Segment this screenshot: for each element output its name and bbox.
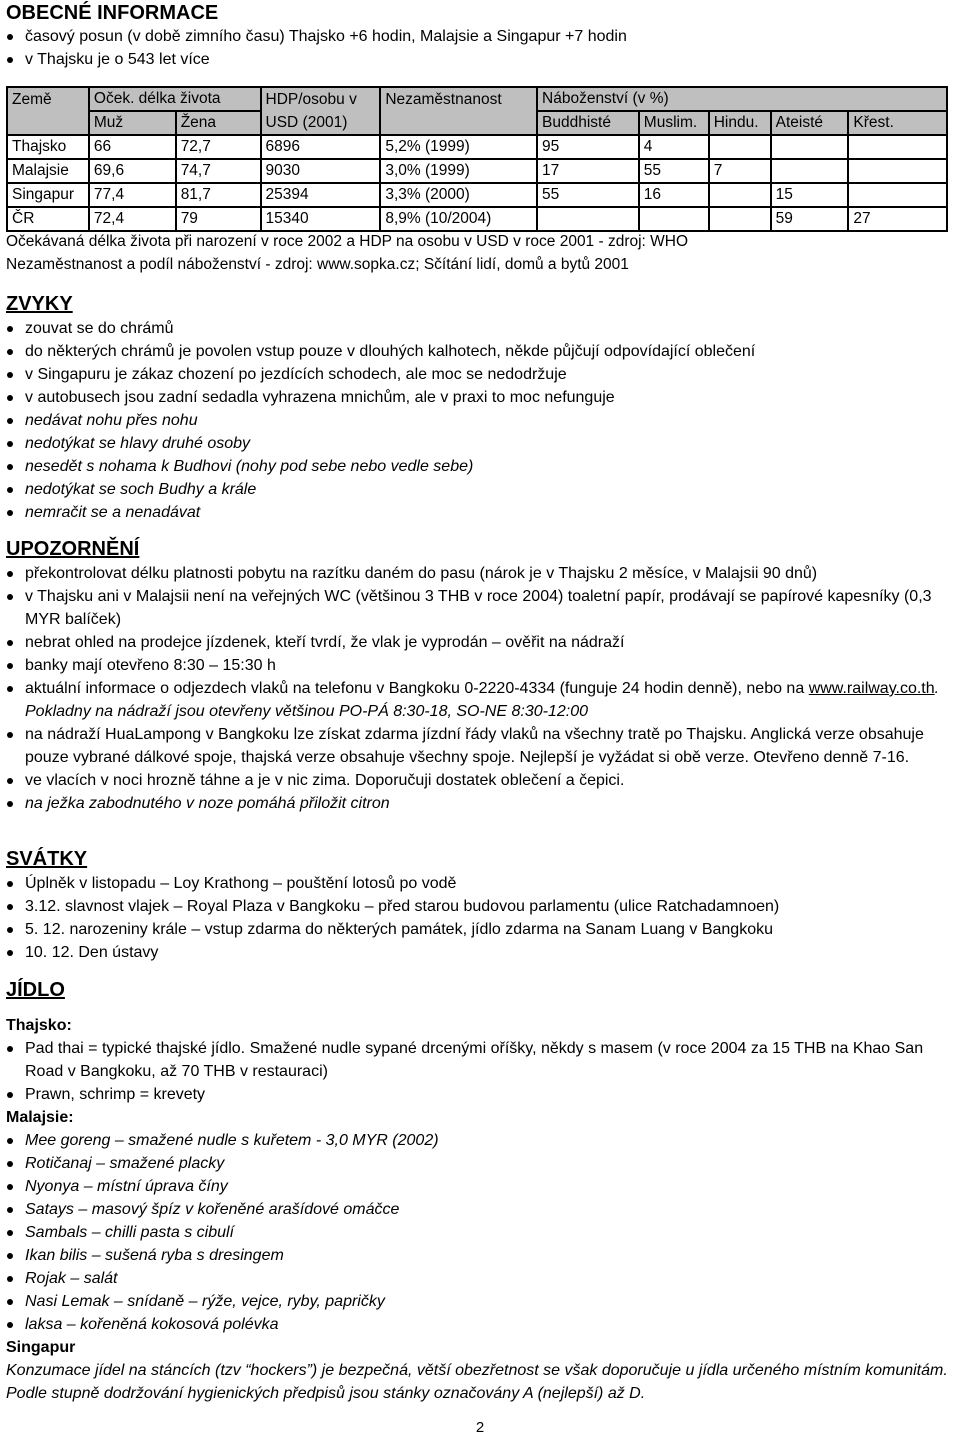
list-item: ve vlacích v noci hrozně táhne a je v nic zima. Doporučuji dostatek oblečení a čepici. [6, 769, 956, 792]
list-item: do některých chrámů je povolen vstup pouze v dlouhých kalhotech, někde půjčují odpovídající oblečení [6, 340, 755, 363]
table-header-cell: Hindu. [709, 111, 771, 135]
table-cell: 17 [537, 159, 639, 183]
table-cell: 55 [537, 183, 639, 207]
warnings-section [6, 537, 956, 815]
table-header-row [7, 87, 947, 111]
table-cell [771, 135, 849, 159]
list-item: v Thajsku ani v Malajsii není na veřejných WC (většinou 3 THB v roce 2004) toaletní papír, prodávají se papírové kapesníky (0,3 MYR balíček) [6, 585, 956, 631]
table-cell: 15 [771, 183, 849, 207]
table-header-cell [7, 111, 89, 135]
table-header-cell: HDP/osobu v [261, 87, 381, 111]
table-cell: 6896 [261, 135, 381, 159]
list-item: Ikan bilis – sušená ryba s dresingem [6, 1244, 956, 1267]
bullet-icon [7, 372, 13, 378]
table-cell: 27 [848, 207, 947, 231]
table-cell: 69,6 [89, 159, 176, 183]
list-item: 3.12. slavnost vlajek – Royal Plaza v Bangkoku – před starou budovou parlamentu (ulice Ratchadamnoen) [6, 895, 956, 918]
list-item: 10. 12. Den ústavy [6, 941, 956, 964]
list-item: překontrolovat délku platnosti pobytu na razítku daném do pasu (nárok je v Thajsku 2 měsíce, v Malajsii 90 dnů) [6, 562, 956, 585]
table-cell: Singapur [7, 183, 89, 207]
table-cell: 3,0% (1999) [380, 159, 537, 183]
general-title: OBECNÉ INFORMACE [6, 2, 219, 24]
bullet-icon [7, 395, 13, 401]
bullet-icon [7, 1207, 13, 1213]
list-item: na ježka zabodnutého v noze pomáhá přiložit citron [6, 792, 956, 815]
list-item: Rojak – salát [6, 1267, 956, 1290]
page-number: 2 [475, 1419, 485, 1436]
bullet-icon [7, 1253, 13, 1259]
bullet-icon [7, 464, 13, 470]
bullet-icon [7, 1322, 13, 1328]
food-thailand-list [6, 1037, 956, 1106]
warnings-title: UPOZORNĚNÍ [6, 538, 140, 560]
table-cell [537, 207, 639, 231]
list-item: Nasi Lemak – snídaně – rýže, vejce, ryby, papričky [6, 1290, 956, 1313]
table-header-cell: Muslim. [639, 111, 709, 135]
table-cell: 95 [537, 135, 639, 159]
list-item: Mee goreng – smažené nudle s kuřetem - 3,0 MYR (2002) [6, 1129, 956, 1152]
table-cell [848, 135, 947, 159]
food-thailand-label: Thajsko: [6, 1017, 72, 1034]
holidays-section [6, 847, 956, 964]
table-header-cell: Žena [176, 111, 261, 135]
list-item: nedávat nohu přes nohu [6, 409, 755, 432]
table-cell: 74,7 [176, 159, 261, 183]
food-title: JÍDLO [6, 979, 65, 1001]
list-item: Prawn, schrimp = krevety [6, 1083, 956, 1106]
list-item: Nyonya – místní úprava číny [6, 1175, 956, 1198]
list-item: na nádraží HuaLampong v Bangkoku lze získat zdarma jízdní řády vlaků na všechny tratě po Thajsku. Anglická verze obsahuje pouze vybrané dálkové spoje, thajská verze obsahuje všechny spoje. Nejlepší je vyžádat si obě verze. Otevřeno denně 7-16. [6, 723, 956, 769]
bullet-icon [7, 801, 13, 807]
table-note: Očekávaná délka života při narození v roce 2002 a HDP na osobu v USD v roce 2001 - zdroj: WHO [6, 233, 689, 250]
table-row [7, 135, 947, 159]
table-cell: 16 [639, 183, 709, 207]
general-section [6, 1, 627, 71]
table-cell: Malajsie [7, 159, 89, 183]
list-item: nedotýkat se hlavy druhé osoby [6, 432, 755, 455]
table-cell: 72,4 [89, 207, 176, 231]
table-cell [639, 207, 709, 231]
list-item: Pad thai = typické thajské jídlo. Smažené nudle sypané drcenými oříšky, někdy s masem (v roce 2004 za 15 THB na Khao San Road v Bangkoku, až 70 THB v restauraci) [6, 1037, 956, 1083]
list-item: laksa – kořeněná kokosová polévka [6, 1313, 956, 1336]
bullet-icon [7, 732, 13, 738]
table-cell: 72,7 [176, 135, 261, 159]
table-cell: 5,2% (1999) [380, 135, 537, 159]
table-cell: 15340 [261, 207, 381, 231]
table-cell [848, 183, 947, 207]
bullet-icon [7, 778, 13, 784]
list-item: v autobusech jsou zadní sedadla vyhrazena mnichům, ale v praxi to moc nefunguje [6, 386, 755, 409]
bullet-icon [7, 1184, 13, 1190]
bullet-icon [7, 1092, 13, 1098]
table-cell: 55 [639, 159, 709, 183]
holidays-title: SVÁTKY [6, 848, 88, 870]
customs-list [6, 317, 755, 524]
bullet-icon [7, 640, 13, 646]
table-cell: 3,3% (2000) [380, 183, 537, 207]
table-cell: ČR [7, 207, 89, 231]
bullet-icon [7, 950, 13, 956]
table-header-cell [380, 111, 537, 135]
bullet-icon [7, 441, 13, 447]
bullet-icon [7, 1299, 13, 1305]
bullet-icon [7, 1161, 13, 1167]
bullet-icon [7, 57, 13, 63]
list-item: nebrat ohled na prodejce jízdenek, kteří tvrdí, že vlak je vyprodán – ověřit na nádraží [6, 631, 956, 654]
table-header-cell: Muž [89, 111, 176, 135]
table-cell: 59 [771, 207, 849, 231]
table-header-cell: Nezaměstnanost [380, 87, 537, 111]
list-item: nesedět s nohama k Budhovi (nohy pod sebe nebo vedle sebe) [6, 455, 755, 478]
bullet-icon [7, 686, 13, 692]
table-row [7, 159, 947, 183]
table-header-cell: Ateisté [771, 111, 849, 135]
list-item: Rotičanaj – smažené placky [6, 1152, 956, 1175]
bullet-icon [7, 927, 13, 933]
food-section [6, 978, 956, 1405]
table-header-cell: Země [7, 87, 89, 111]
list-item: časový posun (v době zimního času) Thajsko +6 hodin, Malajsie a Singapur +7 hodin [6, 25, 627, 48]
bullet-icon [7, 904, 13, 910]
holidays-list [6, 872, 956, 964]
country-stats-table [6, 86, 948, 232]
bullet-icon [7, 1276, 13, 1282]
list-item: banky mají otevřeno 8:30 – 15:30 h [6, 654, 956, 677]
bullet-icon [7, 663, 13, 669]
table-row [7, 207, 947, 231]
bullet-icon [7, 594, 13, 600]
table-cell: 8,9% (10/2004) [380, 207, 537, 231]
table-cell [771, 159, 849, 183]
list-item: Sambals – chilli pasta s cibulí [6, 1221, 956, 1244]
customs-title: ZVYKY [6, 293, 73, 315]
table-cell: 7 [709, 159, 771, 183]
table-header-cell: Křest. [848, 111, 947, 135]
table-cell: 77,4 [89, 183, 176, 207]
list-item: v Thajsku je o 543 let více [6, 48, 627, 71]
bullet-icon [7, 1230, 13, 1236]
list-item: v Singapuru je zákaz chození po jezdících schodech, ale moc se nedodržuje [6, 363, 755, 386]
list-item: zouvat se do chrámů [6, 317, 755, 340]
list-item: 5. 12. narozeniny krále – vstup zdarma do některých památek, jídlo zdarma na Sanam Luang v Bangkoku [6, 918, 956, 941]
bullet-icon [7, 881, 13, 887]
general-list [6, 25, 627, 71]
table-cell [709, 135, 771, 159]
table-header-cell: Oček. délka života [89, 87, 261, 111]
food-singapore-label: Singapur [6, 1339, 76, 1356]
bullet-icon [7, 487, 13, 493]
table-header-cell: USD (2001) [261, 111, 381, 135]
list-item: nemračit se a nenadávat [6, 501, 755, 524]
food-singapore-text: Konzumace jídel na stáncích (tzv “hockers”) je bezpečná, větší obezřetnost se však doporučuje u jídla určeného místním komunitám. Podle stupně dodržování hygienických předpisů jsou stánky označovány A (nejlepší) až D. [6, 1362, 948, 1402]
table-cell: Thajsko [7, 135, 89, 159]
table-cell: 81,7 [176, 183, 261, 207]
food-malaysia-list [6, 1129, 956, 1336]
list-item: aktuální informace o odjezdech vlaků na telefonu v Bangkoku 0-2220-4334 (funguje 24 hodin denně), nebo na www.railway.co.th. Pokladny na nádraží jsou otevřeny většinou PO-PÁ 8:30-18, SO-NE 8:30-12:00 [6, 677, 956, 723]
table-cell: 25394 [261, 183, 381, 207]
table-row [7, 183, 947, 207]
bullet-icon [7, 418, 13, 424]
table-cell [848, 159, 947, 183]
food-malaysia-label: Malajsie: [6, 1109, 74, 1126]
list-item: nedotýkat se soch Budhy a krále [6, 478, 755, 501]
customs-section [6, 292, 755, 524]
list-item: Satays – masový špíz v kořeněné arašídové omáčce [6, 1198, 956, 1221]
bullet-icon [7, 34, 13, 40]
list-item: Úplněk v listopadu – Loy Krathong – pouštění lotosů po vodě [6, 872, 956, 895]
table-header-cell: Buddhisté [537, 111, 639, 135]
table-cell: 9030 [261, 159, 381, 183]
bullet-icon [7, 571, 13, 577]
bullet-icon [7, 1138, 13, 1144]
table-note: Nezaměstnanost a podíl náboženství - zdroj: www.sopka.cz; Sčítání lidí, domů a bytů 2001 [6, 256, 629, 273]
railway-link[interactable]: www.railway.co.th [808, 680, 935, 697]
warnings-list [6, 562, 956, 815]
table-cell: 4 [639, 135, 709, 159]
table-cell [709, 183, 771, 207]
table-header-row [7, 111, 947, 135]
bullet-icon [7, 1046, 13, 1052]
table-cell: 66 [89, 135, 176, 159]
bullet-icon [7, 510, 13, 516]
table-cell: 79 [176, 207, 261, 231]
table-header-cell: Náboženství (v %) [537, 87, 947, 111]
bullet-icon [7, 349, 13, 355]
table-cell [709, 207, 771, 231]
bullet-icon [7, 326, 13, 332]
